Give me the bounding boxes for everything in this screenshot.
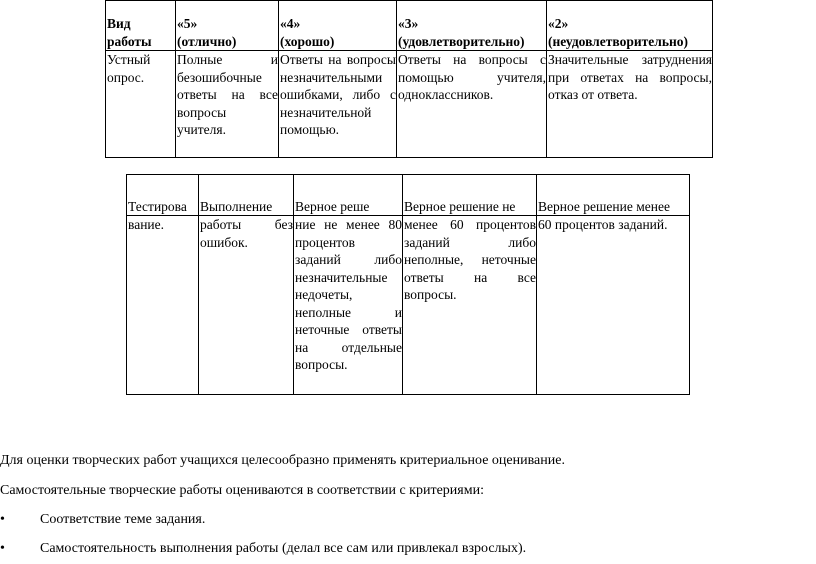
paragraph-criteria-list-intro: Самостоятельные творческие работы оцениваются в соответствии с критериями: <box>0 483 484 498</box>
header-correct-60: Верное решение не <box>403 175 537 216</box>
cell-grade-2: Значительные затруднения при ответах на вопросы, отказ от ответа. <box>547 51 713 158</box>
header-work-type: Вид работы <box>106 1 176 51</box>
cell-grade-3: Ответы на вопросы с помощью учителя, одноклассников. <box>397 51 547 158</box>
list-item-text: Самостоятельность выполнения работы (делал все сам или привлекал взрослых). <box>40 541 527 556</box>
cell-grade-5: Полные и безошибочные ответы на все вопросы учителя. <box>176 51 279 158</box>
grading-table-testing <box>126 174 690 395</box>
table-header-row <box>106 1 713 51</box>
header-testing: Тестирова <box>127 175 199 216</box>
header-grade-5: «5» (отлично) <box>176 1 279 51</box>
grading-table-oral <box>105 0 713 158</box>
cell-work-type: Устный опрос. <box>106 51 176 158</box>
cell-correct-80: ние не менее 80 процентов заданий либо незначительные недочеты, неполные и неточные ответы на отдельные вопросы. <box>294 216 403 395</box>
header-execution: Выполнение <box>199 175 294 216</box>
bullet-icon: • <box>0 512 5 527</box>
cell-testing: вание. <box>127 216 199 395</box>
header-correct-less: Верное решение менее <box>537 175 690 216</box>
header-correct-80: Верное реше <box>294 175 403 216</box>
header-grade-3: «3» (удовлетворительно) <box>397 1 547 51</box>
table-row <box>127 216 690 395</box>
header-grade-2: «2» (неудовлетворительно) <box>547 1 713 51</box>
cell-execution: работы без ошибок. <box>199 216 294 395</box>
cell-grade-4: Ответы на вопросы незначительными ошибками, либо с незначительной помощью. <box>279 51 397 158</box>
paragraph-criteria-intro: Для оценки творческих работ учащихся целесообразно применять критериальное оценивание. <box>0 453 565 468</box>
cell-correct-less: 60 процентов заданий. <box>537 216 690 395</box>
header-grade-4: «4» (хорошо) <box>279 1 397 51</box>
table-header-row <box>127 175 690 216</box>
table-row <box>106 51 713 158</box>
bullet-icon: • <box>0 541 5 556</box>
list-item-text: Соответствие теме задания. <box>40 512 206 527</box>
cell-correct-60: менее 60 процентов заданий либо неполные, неточные ответы на все вопросы. <box>403 216 537 395</box>
